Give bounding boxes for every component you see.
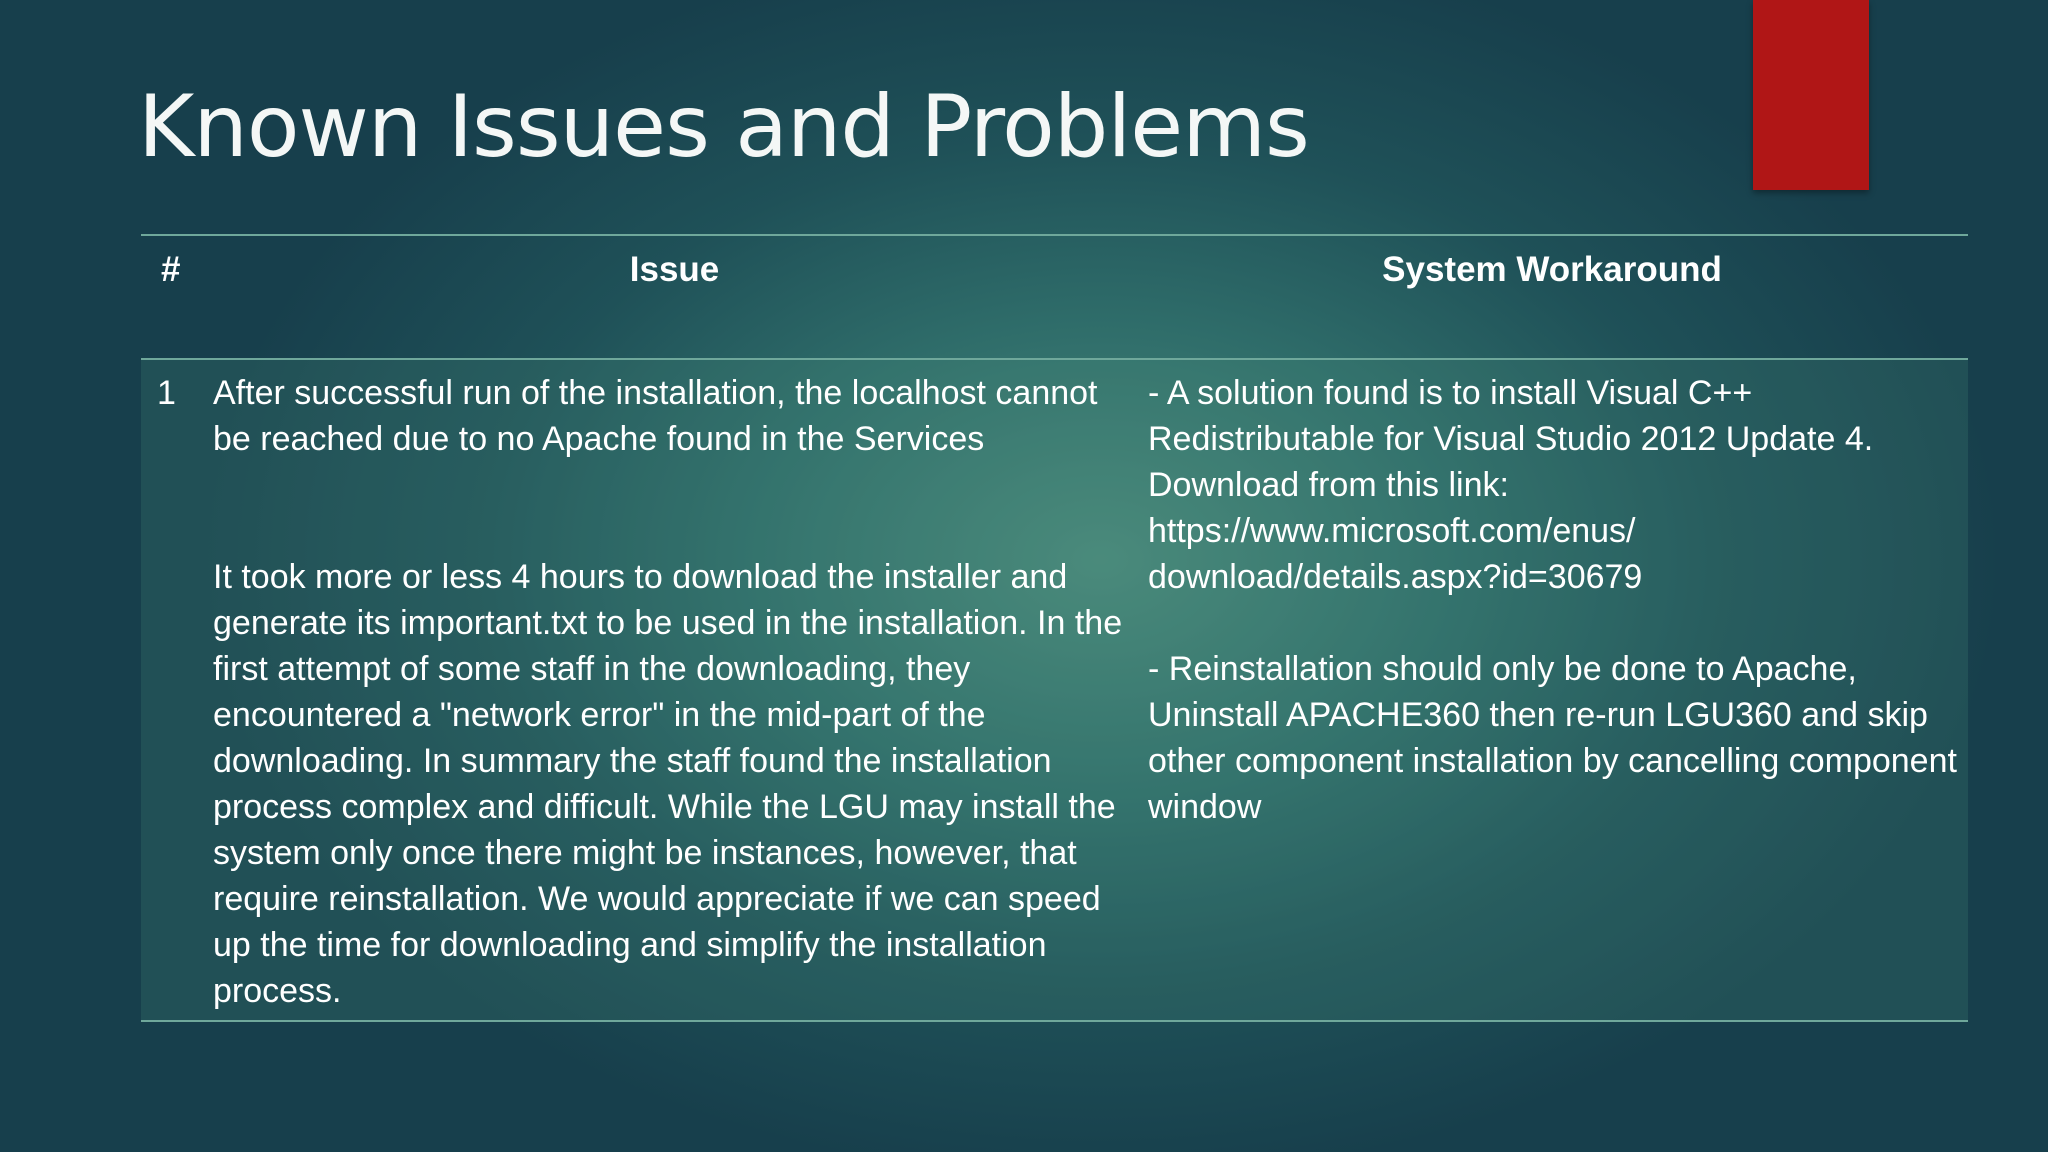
accent-bar (1753, 0, 1869, 190)
header-issue: Issue (629, 250, 720, 289)
header-workaround: System Workaround (1382, 250, 1722, 289)
row-number: 1 (157, 374, 176, 412)
issue-paragraph: It took more or less 4 hours to download the installer and generate its important.txt to be used in the installation. In the first attempt of some staff in the downloading, they encountered a "network error" in the mid-part of the downloading. In summary the staff found the installation process complex and difficult. While the LGU may install the system only once there might be instances, however, that require reinstallation. We would appreciate if we can speed up the time for downloading and simplify the installation process. (213, 558, 1123, 1010)
slide-title: Known Issues and Problems (138, 77, 1309, 177)
workaround-paragraph: - Reinstallation should only be done to Apache, Uninstall APACHE360 then re-run LGU360 and skip other component installation by cancelling component window (1148, 650, 1957, 826)
table-row (141, 359, 1968, 1021)
issue-cell (213, 359, 1136, 1021)
table-header-row (141, 235, 1968, 359)
header-number: # (161, 250, 181, 289)
workaround-paragraph: - A solution found is to install Visual C++ Redistributable for Visual Studio 2012 Update 4. Download from this link: https://www.microsoft.com/enus/ download/details.aspx?id=30679 (1148, 374, 1874, 596)
issue-paragraph: After successful run of the installation, the localhost cannot be reached due to no Apache found in the Services (213, 374, 1098, 458)
issues-table (141, 234, 1968, 1022)
workaround-cell (1136, 359, 1968, 1021)
